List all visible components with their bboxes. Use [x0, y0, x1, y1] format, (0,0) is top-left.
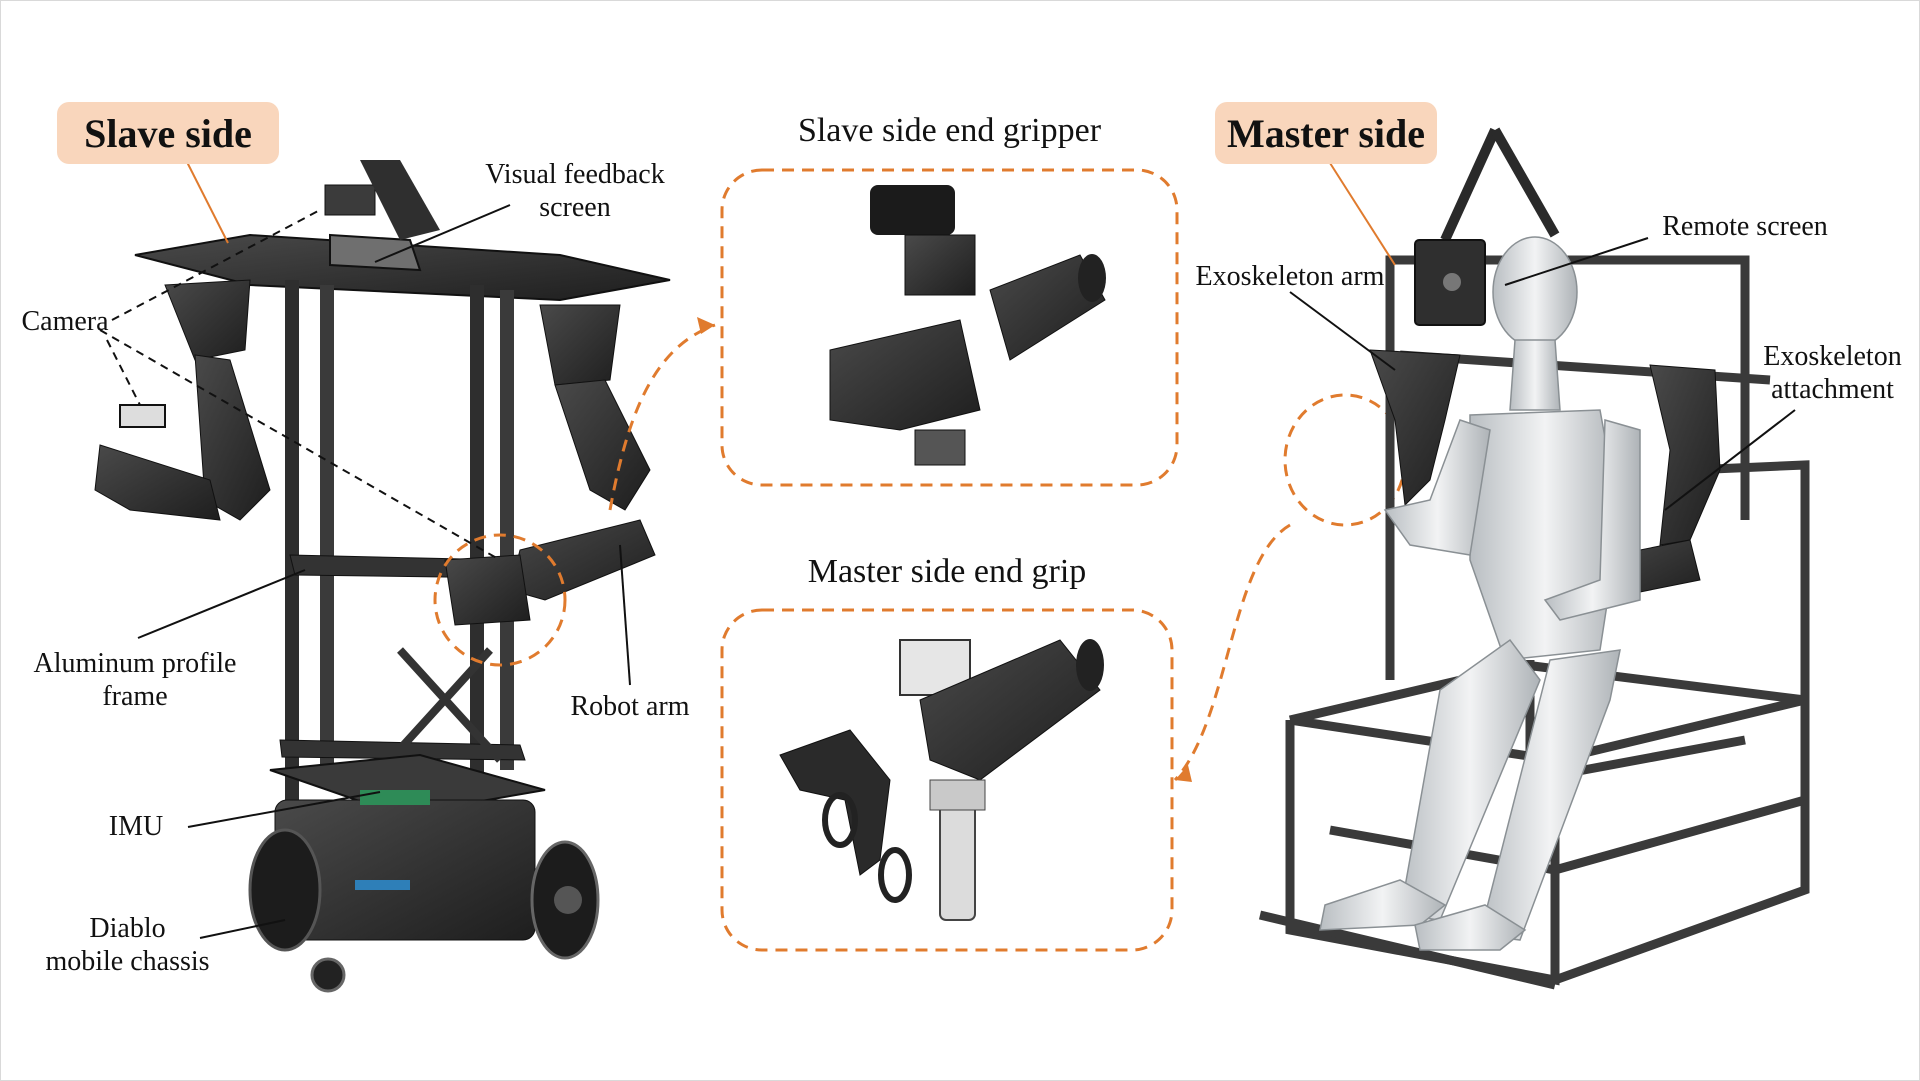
- grip-handle: [940, 800, 975, 920]
- label-diablo-mobile-chassis-line1: Diablo: [89, 913, 166, 944]
- label-exoskeleton-attachment: [1750, 340, 1915, 406]
- top-camera-mount: [325, 185, 375, 215]
- label-remote-screen: Remote screen: [1662, 211, 1828, 242]
- chassis-blue-part: [355, 880, 410, 890]
- screen-arm-2: [1495, 130, 1555, 235]
- label-visual-feedback-screen-line2: screen: [539, 192, 611, 223]
- grip-handle-top: [930, 780, 985, 810]
- mannequin-torso: [1470, 410, 1620, 660]
- slave-robot: [95, 160, 670, 991]
- label-visual-feedback-screen: [470, 158, 680, 224]
- right-arm: [555, 380, 650, 510]
- label-exoskeleton-arm: Exoskeleton arm: [1195, 261, 1385, 292]
- imu-board: [360, 790, 430, 805]
- right-shoulder: [540, 305, 620, 385]
- leader-badge-slave: [187, 162, 228, 243]
- right-forearm: [510, 520, 655, 600]
- label-exoskeleton-attachment-line1: Exoskeleton: [1763, 341, 1902, 372]
- left-shoulder: [165, 280, 250, 360]
- label-visual-feedback-screen-line1: Visual feedback: [485, 159, 665, 190]
- leader-camera-3: [100, 330, 500, 560]
- label-diablo-mobile-chassis: [35, 912, 220, 978]
- label-robot-arm: Robot arm: [570, 691, 690, 722]
- caster-wheel: [312, 959, 344, 991]
- mannequin: [1320, 237, 1640, 950]
- frame-upright-left-1: [285, 280, 299, 800]
- leader-camera-2: [107, 340, 140, 405]
- label-diablo-mobile-chassis-line2: mobile chassis: [45, 946, 210, 977]
- label-aluminum-profile-frame-line1: Aluminum profile: [33, 648, 237, 679]
- label-exoskeleton-attachment-line2: attachment: [1771, 374, 1894, 405]
- slave-gripper-drawing: [830, 185, 1106, 465]
- leader-aluminum-frame: [138, 570, 305, 638]
- gripper-jaw: [830, 320, 980, 430]
- visual-feedback-screen-shape: [330, 235, 420, 270]
- gripper-camera: [870, 185, 955, 235]
- wheel-right-hub: [554, 886, 582, 914]
- grip-panel-title: Master side end grip: [807, 553, 1087, 590]
- grip-linkage: [780, 730, 890, 875]
- leader-badge-master: [1330, 163, 1395, 265]
- left-forearm: [95, 445, 220, 520]
- master-side-badge: Master side: [1215, 102, 1437, 164]
- label-aluminum-profile-frame: [20, 647, 250, 713]
- grip-ring-2: [881, 850, 909, 900]
- master-connector: [1175, 525, 1290, 780]
- label-camera: Camera: [21, 306, 109, 337]
- gripper-base: [915, 430, 965, 465]
- gripper-panel-title: Slave side end gripper: [797, 112, 1102, 149]
- screen-mount-knob: [1443, 273, 1461, 291]
- label-aluminum-profile-frame-line2: frame: [102, 681, 168, 712]
- exo-arm-right: [1650, 365, 1720, 545]
- slave-side-badge: Slave side: [57, 102, 279, 164]
- gripper-camera-bracket: [905, 235, 975, 295]
- gripper-motor-end: [1078, 254, 1106, 302]
- arm-camera: [120, 405, 165, 427]
- master-grip-drawing: [780, 639, 1104, 920]
- leader-exoskeleton-arm: [1290, 292, 1395, 370]
- grip-motor-end: [1076, 639, 1104, 691]
- mannequin-head: [1493, 237, 1577, 347]
- screen-arm-1: [1445, 130, 1495, 240]
- frame-upright-left-2: [320, 285, 334, 785]
- frame-upright-right-2: [500, 290, 514, 770]
- wheel-left: [250, 830, 320, 950]
- mannequin-neck: [1510, 340, 1560, 410]
- right-gripper: [445, 555, 530, 625]
- label-imu: IMU: [108, 811, 164, 842]
- frame-upright-right-1: [470, 285, 484, 785]
